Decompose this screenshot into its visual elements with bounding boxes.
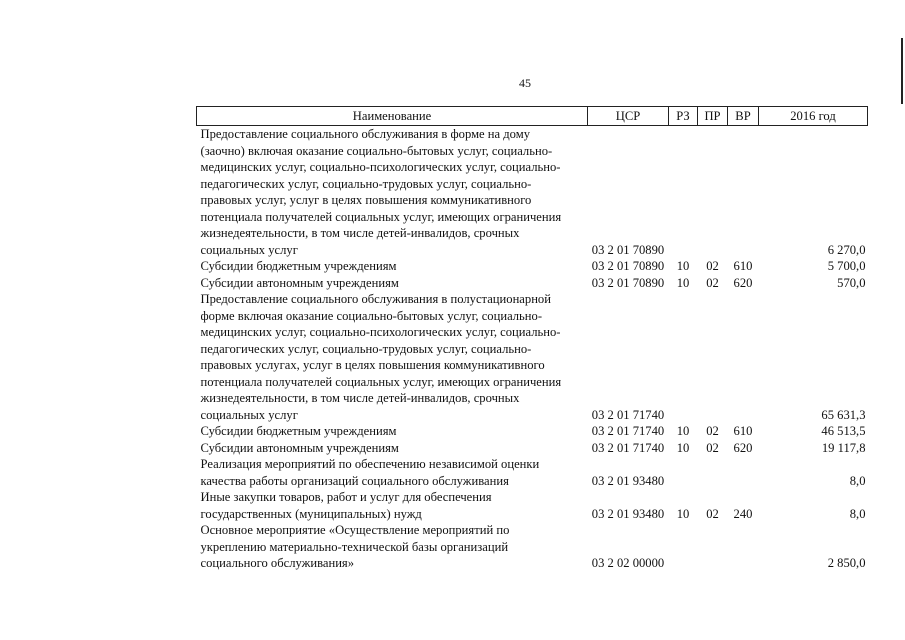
row-amount: 6 270,0 bbox=[827, 242, 866, 257]
row-csr: 03 2 01 70890 bbox=[591, 259, 665, 273]
header-pr: ПР bbox=[698, 107, 728, 126]
row-name-line: качества работы организаций социального обслуживания bbox=[200, 473, 509, 488]
row-name-line: жизнедеятельности, в том числе детей-инвалидов, срочных bbox=[200, 391, 520, 405]
table-row bbox=[197, 522, 868, 572]
header-vr: ВР bbox=[728, 107, 759, 126]
row-name-line: Субсидии бюджетным учреждениям bbox=[200, 424, 397, 438]
row-pr bbox=[698, 456, 728, 489]
row-csr: 03 2 02 00000 bbox=[591, 556, 665, 570]
row-name bbox=[197, 489, 588, 522]
row-name bbox=[197, 126, 588, 259]
row-name-line: форме включая оказание социально-бытовых услуг, социально- bbox=[200, 308, 543, 323]
row-vr bbox=[728, 522, 759, 572]
row-pr: 02 bbox=[706, 424, 719, 438]
table-row bbox=[197, 291, 868, 423]
row-csr: 03 2 01 93480 bbox=[591, 506, 665, 521]
row-pr bbox=[698, 291, 728, 423]
table-body bbox=[197, 126, 868, 572]
header-name: Наименование bbox=[197, 107, 588, 126]
table-row bbox=[197, 126, 868, 259]
row-vr: 620 bbox=[733, 440, 753, 455]
row-name-line: медицинских услуг, социально-психологических услуг, социально- bbox=[200, 160, 561, 174]
row-pr: 02 bbox=[706, 506, 719, 521]
page-edge-line bbox=[901, 38, 903, 104]
row-vr: 240 bbox=[733, 506, 753, 521]
row-rz: 10 bbox=[676, 275, 690, 290]
row-amount: 8,0 bbox=[849, 473, 866, 488]
row-name-line: Реализация мероприятий по обеспечению независимой оценки bbox=[200, 457, 540, 471]
row-rz bbox=[669, 456, 698, 489]
row-name-line: социальных услуг bbox=[200, 407, 298, 422]
table-header bbox=[197, 107, 868, 126]
row-name-line: Предоставление социального обслуживания в полустационарной bbox=[200, 292, 551, 306]
row-vr: 620 bbox=[733, 275, 753, 290]
row-csr: 03 2 01 70890 bbox=[591, 242, 665, 257]
row-name bbox=[197, 522, 588, 572]
row-rz: 10 bbox=[676, 424, 690, 438]
row-name-line: потенциала получателей социальных услуг, имеющих ограничения bbox=[200, 209, 562, 224]
row-name-line: Иные закупки товаров, работ и услуг для обеспечения bbox=[200, 490, 492, 504]
row-name-line: социального обслуживания» bbox=[200, 556, 355, 570]
row-name-line: правовых услугах, услуг в целях повышения коммуникативного bbox=[200, 358, 545, 372]
header-row bbox=[197, 107, 868, 126]
table-row bbox=[197, 440, 868, 457]
row-name-line: правовых услуг, услуг в целях повышения коммуникативного bbox=[200, 193, 532, 207]
row-csr: 03 2 01 70890 bbox=[591, 275, 665, 290]
row-name-line: социальных услуг bbox=[200, 242, 298, 257]
row-rz: 10 bbox=[676, 440, 690, 455]
page-number bbox=[0, 76, 905, 91]
row-vr bbox=[728, 126, 759, 259]
header-year: 2016 год bbox=[759, 107, 868, 126]
row-pr bbox=[698, 522, 728, 572]
row-amount: 19 117,8 bbox=[821, 440, 866, 455]
row-name-line: государственных (муниципальных) нужд bbox=[200, 506, 422, 521]
page-number-text: 45 bbox=[519, 76, 531, 90]
row-rz bbox=[669, 291, 698, 423]
row-name bbox=[197, 440, 588, 457]
row-rz: 10 bbox=[676, 506, 690, 521]
row-name bbox=[197, 291, 588, 423]
row-amount: 8,0 bbox=[849, 506, 866, 521]
row-amount: 2 850,0 bbox=[827, 556, 866, 570]
row-name-line: Субсидии автономным учреждениям bbox=[200, 440, 399, 455]
row-name bbox=[197, 275, 588, 292]
row-amount: 46 513,5 bbox=[821, 424, 866, 438]
row-csr: 03 2 01 93480 bbox=[591, 473, 665, 488]
header-rz: РЗ bbox=[669, 107, 698, 126]
row-name bbox=[197, 456, 588, 489]
row-pr: 02 bbox=[706, 275, 719, 290]
header-csr: ЦСР bbox=[588, 107, 669, 126]
row-name-line: педагогических услуг, социально-трудовых услуг, социально- bbox=[200, 176, 532, 191]
row-name-line: жизнедеятельности, в том числе детей-инвалидов, срочных bbox=[200, 226, 520, 240]
row-pr: 02 bbox=[706, 259, 719, 273]
row-name bbox=[197, 423, 588, 440]
row-name-line: медицинских услуг, социально-психологических услуг, социально- bbox=[200, 325, 561, 339]
row-pr: 02 bbox=[706, 440, 719, 455]
table-row bbox=[197, 258, 868, 275]
row-name-line: Предоставление социального обслуживания в форме на дому bbox=[200, 127, 530, 141]
row-csr: 03 2 01 71740 bbox=[591, 440, 665, 455]
budget-table bbox=[196, 106, 868, 572]
row-rz: 10 bbox=[676, 259, 690, 273]
row-vr bbox=[728, 456, 759, 489]
row-name-line: Субсидии бюджетным учреждениям bbox=[200, 259, 397, 273]
table-row bbox=[197, 456, 868, 489]
row-vr: 610 bbox=[733, 424, 753, 438]
table-row bbox=[197, 489, 868, 522]
row-rz bbox=[669, 522, 698, 572]
row-amount: 65 631,3 bbox=[821, 407, 866, 422]
row-name-line: педагогических услуг, социально-трудовых услуг, социально- bbox=[200, 341, 532, 356]
row-amount: 570,0 bbox=[837, 275, 866, 290]
row-name-line: потенциала получателей социальных услуг, имеющих ограничения bbox=[200, 374, 562, 389]
table-row bbox=[197, 275, 868, 292]
row-name-line: Основное мероприятие «Осуществление мероприятий по bbox=[200, 523, 510, 537]
row-rz bbox=[669, 126, 698, 259]
row-csr: 03 2 01 71740 bbox=[591, 424, 665, 438]
row-amount: 5 700,0 bbox=[827, 259, 866, 273]
row-name bbox=[197, 258, 588, 275]
row-name-line: Субсидии автономным учреждениям bbox=[200, 275, 399, 290]
row-vr bbox=[728, 291, 759, 423]
row-name-line: укреплению материально-технической базы организаций bbox=[200, 539, 509, 554]
row-name-line: (заочно) включая оказание социально-бытовых услуг, социально- bbox=[200, 143, 553, 158]
row-vr: 610 bbox=[733, 259, 753, 273]
table-row bbox=[197, 423, 868, 440]
row-pr bbox=[698, 126, 728, 259]
row-csr: 03 2 01 71740 bbox=[591, 407, 665, 422]
